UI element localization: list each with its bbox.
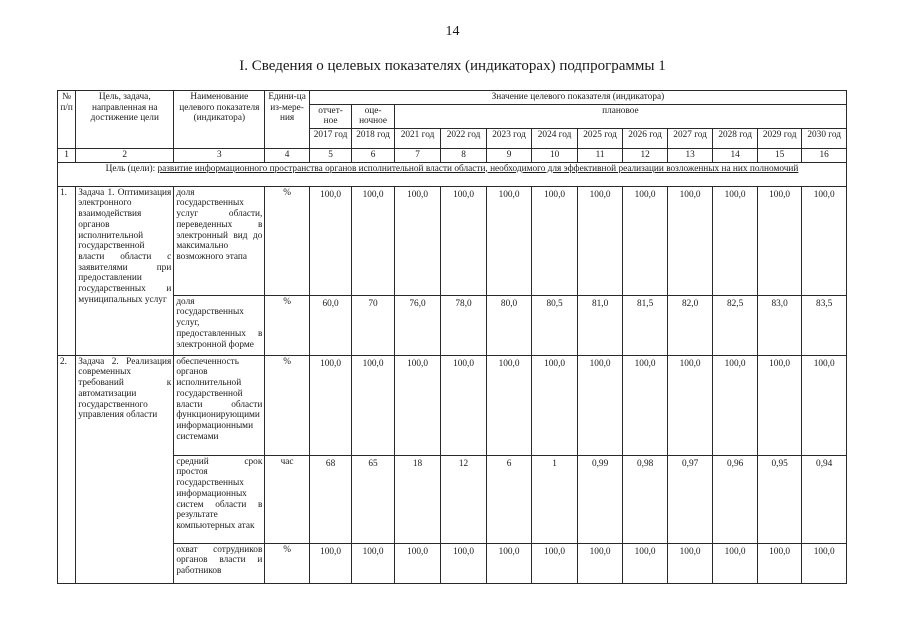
indicator-value: 100,0 [352, 543, 394, 583]
col-number: 6 [352, 149, 394, 163]
indicator-value: 100,0 [486, 543, 532, 583]
indicator-value: 81,0 [577, 295, 623, 355]
indicator-unit: % [265, 295, 310, 355]
col-number: 2 [76, 149, 174, 163]
page-number: 14 [445, 24, 460, 39]
task-text: Задача 1. Оптимизация электронного взаимодействия органов исполнительной государственной власти области с заявителями при предоставлении государственных и муниципальных услуг [76, 186, 174, 355]
indicator-value: 1 [532, 455, 578, 543]
indicator-value: 65 [352, 455, 394, 543]
header-year: 2022 год [441, 129, 487, 149]
indicator-value: 0,99 [577, 455, 623, 543]
col-number: 8 [441, 149, 487, 163]
indicator-value: 100,0 [667, 186, 713, 295]
table-row [58, 295, 847, 355]
indicator-value: 100,0 [757, 543, 802, 583]
header-year: 2024 год [532, 129, 578, 149]
indicator-name: доля государственных услуг области, переведенных в электронный вид до максимально возможного этапа [174, 186, 265, 295]
col-number: 10 [532, 149, 578, 163]
table-row [58, 186, 847, 295]
indicator-value: 100,0 [309, 355, 351, 455]
indicator-value: 100,0 [713, 355, 758, 455]
header-year: 2021 год [394, 129, 441, 149]
indicator-value: 82,0 [667, 295, 713, 355]
indicator-value: 100,0 [532, 355, 578, 455]
indicator-value: 60,0 [309, 295, 351, 355]
col-number: 16 [802, 149, 847, 163]
indicator-value: 100,0 [394, 543, 441, 583]
indicator-value: 82,5 [713, 295, 758, 355]
indicator-value: 100,0 [532, 543, 578, 583]
indicator-value: 100,0 [352, 186, 394, 295]
indicator-value: 12 [441, 455, 487, 543]
indicator-value: 83,0 [757, 295, 802, 355]
indicator-value: 100,0 [623, 355, 668, 455]
col-number: 3 [174, 149, 265, 163]
indicator-value: 80,0 [486, 295, 532, 355]
col-number: 14 [713, 149, 758, 163]
indicator-value: 100,0 [667, 543, 713, 583]
header-planned: плановое [394, 104, 846, 128]
col-number: 15 [757, 149, 802, 163]
indicator-value: 100,0 [441, 543, 487, 583]
header-year: 2018 год [352, 129, 394, 149]
indicator-value: 83,5 [802, 295, 847, 355]
table-row [58, 455, 847, 543]
indicator-value: 100,0 [486, 355, 532, 455]
header-row-1 [58, 91, 847, 105]
indicator-value: 100,0 [623, 543, 668, 583]
indicator-value: 6 [486, 455, 532, 543]
indicator-value: 0,96 [713, 455, 758, 543]
indicator-unit: % [265, 543, 310, 583]
indicator-unit: час [265, 455, 310, 543]
col-number: 7 [394, 149, 441, 163]
indicator-value: 100,0 [802, 355, 847, 455]
indicator-value: 100,0 [309, 543, 351, 583]
indicator-value: 100,0 [757, 186, 802, 295]
indicator-name: обеспеченность органов исполнительной государственной власти области функционирующими информационными системами [174, 355, 265, 455]
goal-prefix: Цель (цели): [105, 163, 158, 174]
header-reported: отчет-ное [309, 104, 351, 128]
indicator-name: средний срок простоя государственных информационных систем области в результате компьютерных атак [174, 455, 265, 543]
page-title: I. Сведения о целевых показателях (индикаторах) подпрограммы 1 [239, 58, 666, 74]
indicator-value: 78,0 [441, 295, 487, 355]
indicator-unit: % [265, 186, 310, 295]
indicator-value: 100,0 [713, 543, 758, 583]
col-number: 4 [265, 149, 310, 163]
indicator-value: 100,0 [486, 186, 532, 295]
goal-row [58, 162, 847, 186]
header-year: 2027 год [667, 129, 713, 149]
header-value-group: Значение целевого показателя (индикатора) [309, 91, 846, 105]
table-row [58, 355, 847, 455]
indicator-value: 100,0 [623, 186, 668, 295]
indicator-value: 81,5 [623, 295, 668, 355]
header-year: 2023 год [486, 129, 532, 149]
col-number: 9 [486, 149, 532, 163]
task-text: Задача 2. Реализация современных требований к автоматизации государственного управления области [76, 355, 174, 583]
goal-cell [58, 162, 847, 186]
indicator-name: доля государственных услуг, предоставленных в электронной форме [174, 295, 265, 355]
indicator-value: 0,97 [667, 455, 713, 543]
indicator-value: 0,95 [757, 455, 802, 543]
indicator-value: 100,0 [441, 355, 487, 455]
indicator-name: охват сотрудников органов власти и работников [174, 543, 265, 583]
header-indicator: Наименование целевого показателя (индикатора) [174, 91, 265, 149]
col-number: 12 [623, 149, 668, 163]
header-year: 2026 год [623, 129, 668, 149]
col-number: 13 [667, 149, 713, 163]
indicator-value: 100,0 [577, 543, 623, 583]
indicator-value: 80,5 [532, 295, 578, 355]
goal-text: развитие информационного пространства органов исполнительной власти области, необходимого для эффективной реализации возложенных на них полномочий [157, 163, 799, 174]
indicator-value: 0,94 [802, 455, 847, 543]
header-year: 2017 год [309, 129, 351, 149]
table-row [58, 543, 847, 583]
header-goal: Цель, задача, направленная на достижение цели [76, 91, 174, 149]
indicators-table [57, 90, 847, 584]
indicator-value: 0,98 [623, 455, 668, 543]
indicator-value: 100,0 [667, 355, 713, 455]
indicator-value: 100,0 [394, 355, 441, 455]
indicator-value: 100,0 [577, 355, 623, 455]
indicator-value: 100,0 [441, 186, 487, 295]
header-unit: Едини-ца из-мере-ния [265, 91, 310, 149]
indicator-value: 100,0 [309, 186, 351, 295]
indicator-value: 100,0 [532, 186, 578, 295]
header-estimated: оце-ночное [352, 104, 394, 128]
col-number: 1 [58, 149, 76, 163]
indicator-value: 100,0 [757, 355, 802, 455]
indicator-value: 100,0 [802, 186, 847, 295]
column-numbers-row [58, 149, 847, 163]
header-year: 2025 год [577, 129, 623, 149]
col-number: 5 [309, 149, 351, 163]
header-year: 2028 год [713, 129, 758, 149]
indicator-value: 100,0 [802, 543, 847, 583]
header-year: 2030 год [802, 129, 847, 149]
header-year: 2029 год [757, 129, 802, 149]
indicator-value: 100,0 [577, 186, 623, 295]
header-num: № п/п [58, 91, 76, 149]
indicator-value: 68 [309, 455, 351, 543]
indicator-value: 100,0 [713, 186, 758, 295]
indicator-value: 76,0 [394, 295, 441, 355]
task-number: 2. [58, 355, 76, 583]
indicator-value: 70 [352, 295, 394, 355]
indicator-value: 100,0 [394, 186, 441, 295]
indicator-unit: % [265, 355, 310, 455]
indicator-value: 18 [394, 455, 441, 543]
col-number: 11 [577, 149, 623, 163]
indicator-value: 100,0 [352, 355, 394, 455]
task-number: 1. [58, 186, 76, 355]
